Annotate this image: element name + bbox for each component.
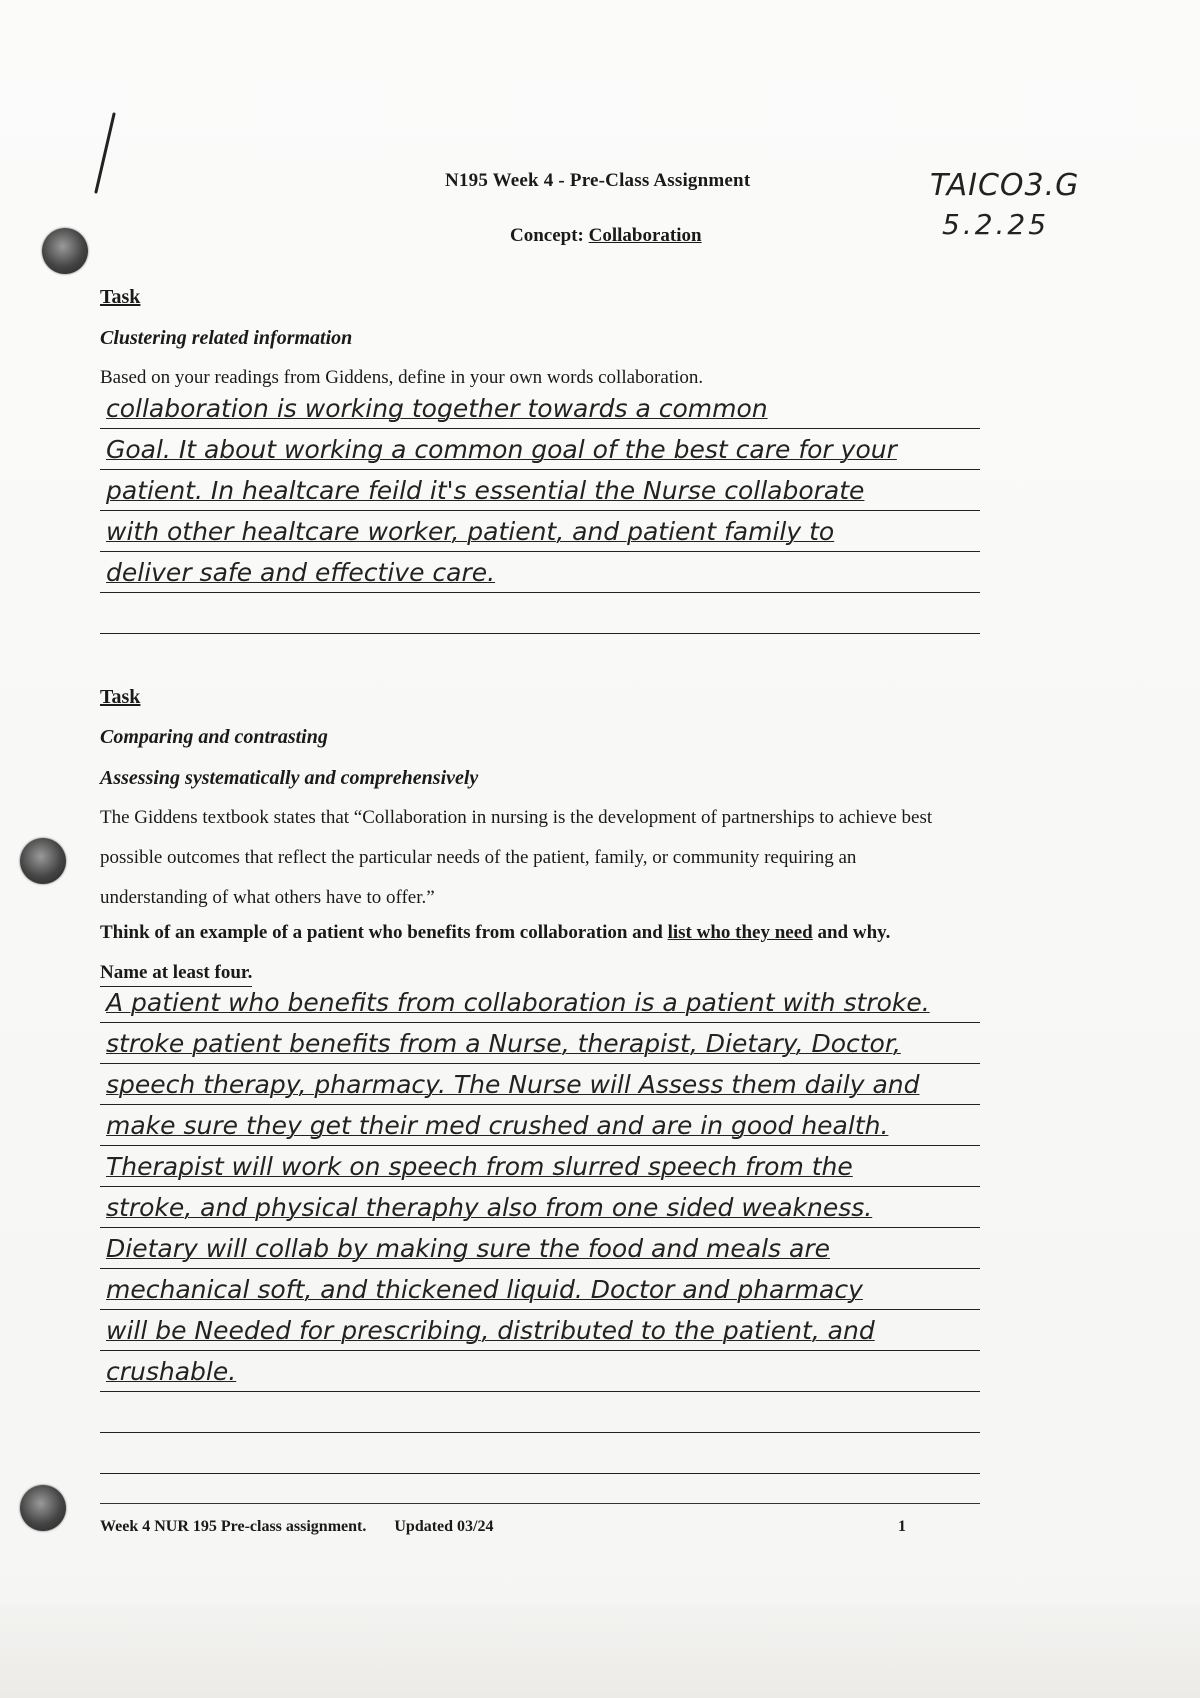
giddens-quote [100, 798, 1110, 918]
answer-line: make sure they get their med crushed and are in good health. [100, 1105, 980, 1146]
concept-value: Collaboration [588, 225, 702, 246]
answer-line: deliver safe and effective care. [100, 552, 980, 593]
footer-divider [100, 1503, 980, 1504]
task1-answer-area[interactable] [100, 388, 980, 634]
answer-line: A patient who benefits from collaboration is a patient with stroke. [100, 982, 980, 1023]
answer-line: with other healtcare worker, patient, and patient family to [100, 511, 980, 552]
quote-line: understanding of what others have to offer.” [100, 887, 435, 908]
answer-line [100, 1433, 980, 1474]
footer-updated: Updated 03/24 [394, 1518, 494, 1535]
punch-hole [20, 838, 66, 884]
document-title: N195 Week 4 - Pre-Class Assignment [445, 170, 751, 191]
quote-line: The Giddens textbook states that “Collaboration in nursing is the development of partnerships to achieve best [100, 807, 933, 828]
prompt-text: Think of an example of a patient who benefits from collaboration and [100, 922, 668, 943]
prompt-text: and why. [812, 922, 891, 943]
task2-prompt [100, 922, 890, 944]
answer-line: crushable. [100, 1351, 980, 1392]
answer-line: mechanical soft, and thickened liquid. Doctor and pharmacy [100, 1269, 980, 1310]
answer-line: Therapist will work on speech from slurred speech from the [100, 1146, 980, 1187]
answer-line: stroke, and physical theraphy also from one sided weakness. [100, 1187, 980, 1228]
pen-stroke-mark [90, 112, 120, 194]
task1-subheading: Clustering related information [100, 327, 353, 349]
concept-heading [510, 225, 702, 247]
prompt-text-underlined: list who they need [667, 922, 813, 943]
answer-line: patient. In healtcare feild it's essential the Nurse collaborate [100, 470, 980, 511]
footer-course: Week 4 NUR 195 Pre-class assignment. [100, 1518, 367, 1535]
answer-line [100, 1392, 980, 1433]
answer-line: collaboration is working together towards a common [100, 388, 980, 429]
task2-subheading-comparing: Comparing and contrasting [100, 726, 328, 748]
task1-label: Task [100, 286, 141, 308]
task2-label: Task [100, 686, 141, 708]
task2-answer-area[interactable] [100, 982, 980, 1474]
task1-prompt: Based on your readings from Giddens, define in your own words collaboration. [100, 367, 704, 388]
student-name-handwritten: TAICO3.G [930, 168, 1080, 203]
scan-margin [0, 1605, 1200, 1698]
task2-prompt-line2: Name at least four. [100, 962, 252, 987]
page-number: 1 [898, 1518, 906, 1535]
answer-line: stroke patient benefits from a Nurse, therapist, Dietary, Doctor, [100, 1023, 980, 1064]
answer-line: Dietary will collab by making sure the food and meals are [100, 1228, 980, 1269]
quote-line: possible outcomes that reflect the particular needs of the patient, family, or community requiring an [100, 847, 857, 868]
answer-line: Goal. It about working a common goal of the best care for your [100, 429, 980, 470]
punch-hole [20, 1485, 66, 1531]
punch-hole [42, 228, 88, 274]
footer-course-info [100, 1518, 493, 1536]
answer-line: speech therapy, pharmacy. The Nurse will Assess them daily and [100, 1064, 980, 1105]
date-handwritten: 5.2.25 [942, 208, 1050, 241]
task2-subheading-assessing: Assessing systematically and comprehensively [100, 767, 479, 789]
answer-line [100, 593, 980, 634]
concept-label: Concept: [510, 225, 584, 246]
answer-line: will be Needed for prescribing, distributed to the patient, and [100, 1310, 980, 1351]
